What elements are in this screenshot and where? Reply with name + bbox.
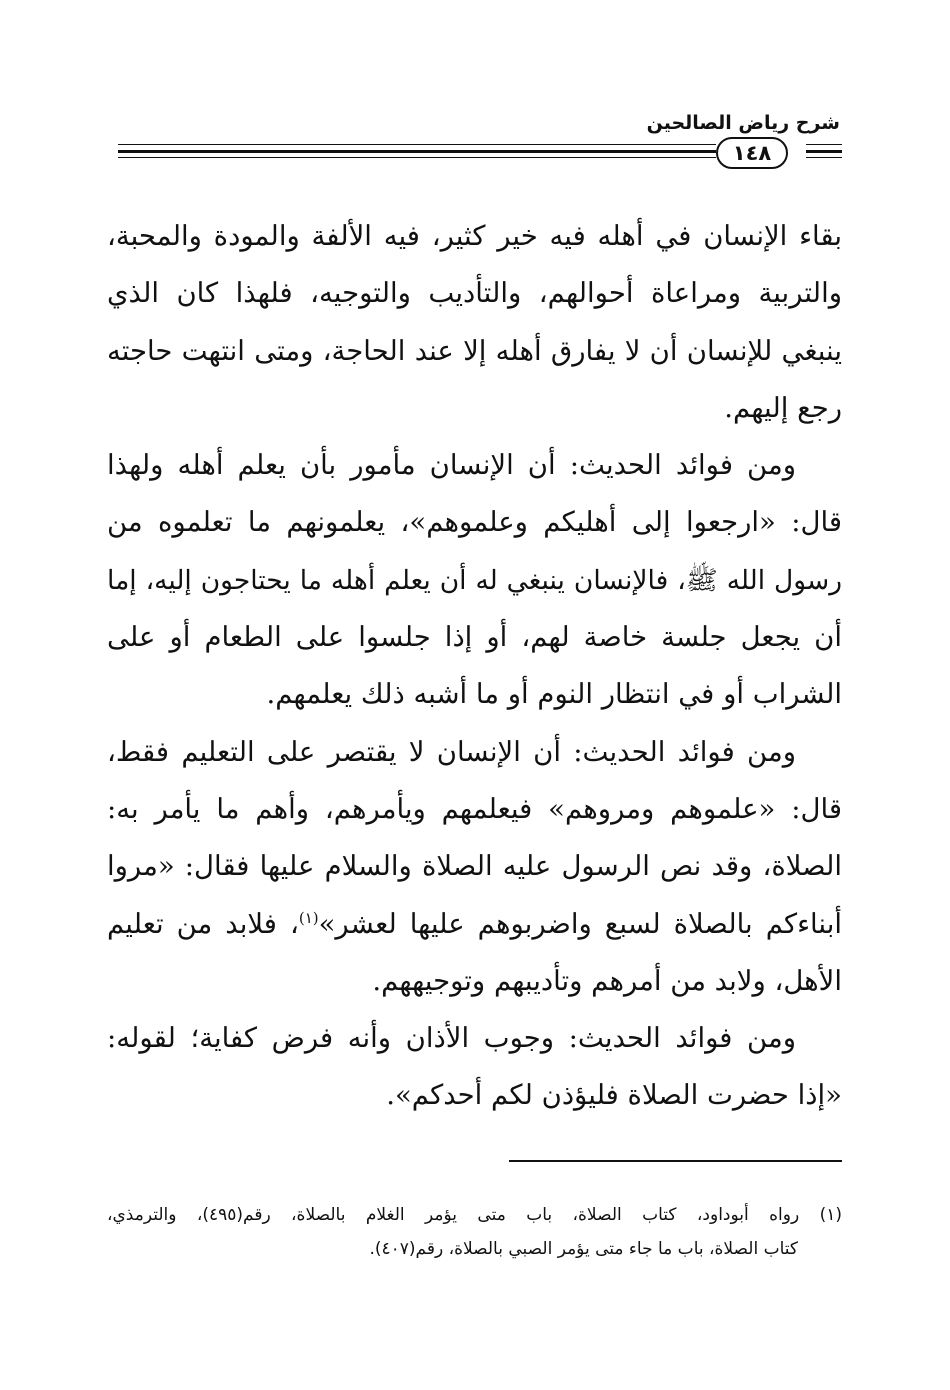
paragraph-2 bbox=[107, 437, 842, 723]
header-rule-left-thin bbox=[806, 144, 842, 145]
text-line-with-footnote bbox=[107, 896, 842, 953]
paragraph-4 bbox=[107, 1010, 842, 1125]
footnote-line: كتاب الصلاة، باب ما جاء متى يؤمر الصبي بالصلاة، رقم(٤٠٧). bbox=[369, 1239, 798, 1259]
text-line: بقاء الإنسان في أهله فيه خير كثير، فيه الألفة والمودة والمحبة، bbox=[107, 220, 842, 252]
body-text bbox=[107, 208, 842, 1125]
text-line: ينبغي للإنسان أن لا يفارق أهله إلا عند الحاجة، ومتى انتهت حاجته bbox=[107, 334, 842, 367]
text-line: الصلاة، وقد نص الرسول عليه الصلاة والسلام عليها فقال: «مروا bbox=[107, 850, 842, 883]
paragraph-3 bbox=[107, 724, 842, 1010]
header-rule-main-thick bbox=[118, 150, 716, 153]
footnote-separator bbox=[509, 1160, 842, 1162]
header-rule-left-thick bbox=[806, 150, 842, 153]
page-number-badge: ١٤٨ bbox=[716, 137, 788, 169]
footnotes bbox=[107, 1198, 842, 1266]
text-line: الشراب أو في انتظار النوم أو ما أشبه ذلك يعلمهم. bbox=[266, 678, 842, 711]
header-rule-left-thin-2 bbox=[806, 157, 842, 158]
text-line: رجع إليهم. bbox=[724, 391, 842, 424]
text-line: والتربية ومراعاة أحوالهم، والتأديب والتوجيه، فلهذا كان الذي bbox=[107, 277, 842, 310]
text-line: قال: «ارجعوا إلى أهليكم وعلموهم»، يعلمونهم ما تعلموه من bbox=[107, 506, 842, 539]
header-rule-main-thin-bottom bbox=[118, 157, 716, 158]
text-line: الأهل، ولابد من أمرهم وتأديبهم وتوجيههم. bbox=[372, 964, 842, 997]
text-run: ، فلابد من تعليم bbox=[107, 907, 299, 940]
text-run: أبناءكم بالصلاة لسبع واضربوهم عليها لعشر» bbox=[318, 907, 842, 940]
paragraph-1 bbox=[107, 208, 842, 437]
text-line: ومن فوائد الحديث: أن الإنسان لا يقتصر على التعليم فقط، bbox=[107, 735, 796, 768]
footnote-line: (١) رواه أبوداود، كتاب الصلاة، باب متى يؤمر الغلام بالصلاة، رقم(٤٩٥)، والترمذي، bbox=[107, 1205, 842, 1225]
footnote-reference: (١) bbox=[298, 908, 319, 927]
text-line: رسول الله ﷺ، فالإنسان ينبغي له أن يعلم أهله ما يحتاجون إليه، إما bbox=[107, 564, 842, 596]
text-line: أن يجعل جلسة خاصة لهم، أو إذا جلسوا على الطعام أو على bbox=[107, 621, 842, 654]
text-line: قال: «علموهم ومروهم» فيعلمهم ويأمرهم، وأهم ما يأمر به: bbox=[107, 792, 842, 825]
header-rule-main-thin-top bbox=[118, 144, 716, 145]
text-line: «إذا حضرت الصلاة فليؤذن لكم أحدكم». bbox=[386, 1079, 842, 1112]
running-title: شرح رياض الصالحين bbox=[646, 112, 840, 134]
text-line: ومن فوائد الحديث: وجوب الأذان وأنه فرض كفاية؛ لقوله: bbox=[107, 1022, 796, 1055]
text-line: ومن فوائد الحديث: أن الإنسان مأمور بأن يعلم أهله ولهذا bbox=[107, 449, 796, 482]
